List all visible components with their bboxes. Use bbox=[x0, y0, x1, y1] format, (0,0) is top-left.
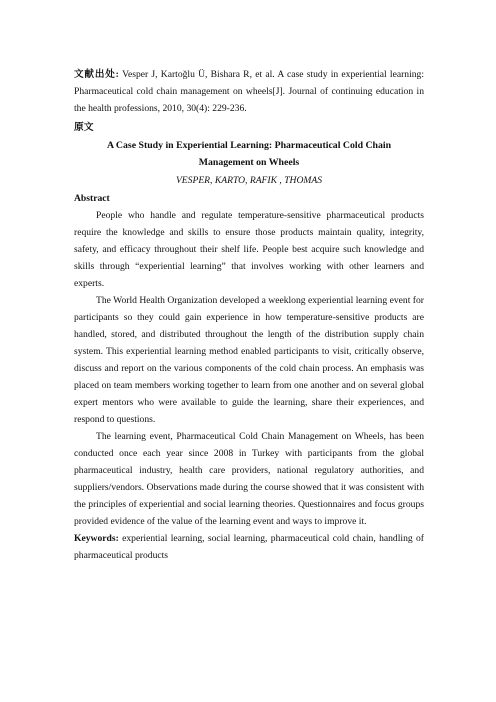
abstract-paragraph-1: People who handle and regulate temperature-sensitive pharmaceutical products require the knowledge and skills to ensure those products maintain quality, integrity, safety, and efficacy throughout their shelf life. People best acquire such knowledge and skills through “experiential learning” that involves working with other learners and experts. bbox=[74, 210, 424, 289]
keywords bbox=[74, 530, 424, 564]
citation-source bbox=[74, 66, 424, 117]
paper-authors: VESPER, KARTO, RAFIK , THOMAS bbox=[175, 175, 323, 186]
document-page bbox=[74, 66, 424, 564]
paper-title-line-2: Management on Wheels bbox=[198, 157, 300, 168]
abstract-paragraph-3: The learning event, Pharmaceutical Cold Chain Management on Wheels, has been conducted once each year since 2008 in Turkey with participants from the global pharmaceutical industry, health care providers, national regulatory authorities, and suppliers/vendors. Observations made during the course showed that it was consistent with the principles of experiential and social learning theories. Questionnaires and focus groups provided evidence of the value of the learning event and ways to improve it. bbox=[74, 431, 424, 527]
abstract-heading: Abstract bbox=[74, 193, 110, 204]
keywords-text: experiential learning, social learning, pharmaceutical cold chain, handling of pharmaceutical products bbox=[74, 533, 424, 561]
paper-title-line-1: A Case Study in Experiential Learning: Pharmaceutical Cold Chain bbox=[106, 140, 392, 151]
citation-label: 文献出处: bbox=[74, 69, 119, 80]
original-text-heading: 原文 bbox=[74, 122, 94, 133]
citation-text: Vesper J, Kartoğlu Ü, Bishara R, et al. A case study in experiential learning: Pharmaceutical cold chain management on wheels[J]. Journal of continuing education in the health professions, 2010, 30(4): 229-236. bbox=[74, 69, 424, 114]
abstract-paragraph-2: The World Health Organization developed a weeklong experiential learning event for participants so they could gain experience in how temperature-sensitive products are handled, stored, and distributed throughout the length of the distribution supply chain system. This experiential learning method enabled participants to visit, critically observe, discuss and report on the various components of the cold chain process. An emphasis was placed on team members working together to learn from one another and on several global expert mentors who were available to guide the learning, share their experiences, and respond to questions. bbox=[74, 295, 424, 425]
keywords-label: Keywords: bbox=[74, 533, 119, 544]
